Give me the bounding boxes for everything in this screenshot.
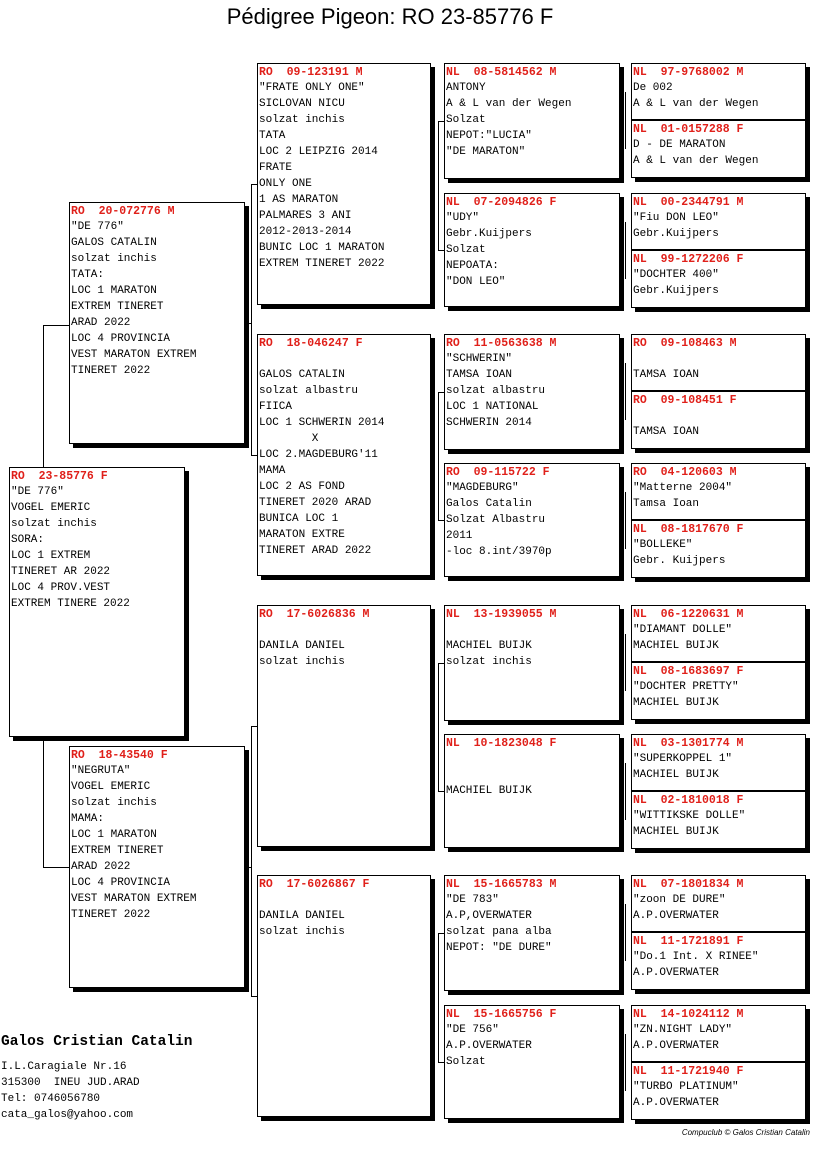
ring-number: NL 08-1683697 F [633, 665, 744, 678]
pigeon-info-line: VOGEL EMERIC [11, 502, 91, 514]
pigeon-info-line: Gebr.Kuijpers [633, 228, 719, 240]
pigeon-info-line: 2012-2013-2014 [259, 226, 352, 238]
pigeon-info-line: solzat inchis [11, 518, 97, 530]
owner-address-line-1: I.L.Caragiale Nr.16 [1, 1061, 127, 1073]
pigeon-card-sdd[interactable] [444, 463, 620, 577]
pigeon-info-line: Gebr. Kuijpers [633, 555, 726, 567]
pigeon-info-line: FRATE [259, 162, 293, 174]
ring-number: NL 07-2094826 F [446, 196, 557, 209]
pigeon-info-line: LOC 4 PROVINCIA [71, 877, 171, 889]
ring-number: NL 13-1939055 M [446, 608, 557, 621]
pigeon-card-g4[interactable] [631, 250, 806, 308]
pigeon-info-line: A & L van der Wegen [633, 155, 759, 167]
ring-number: RO 18-43540 F [71, 749, 168, 762]
pigeon-card-dds[interactable] [444, 875, 620, 991]
pigeon-info-line: SCHWERIN 2014 [446, 417, 532, 429]
owner-address-line-2: 315300 INEU JUD.ARAD [1, 1077, 140, 1089]
pigeon-info-line: solzat albastru [446, 385, 546, 397]
pigeon-info-line: Solzat [446, 1056, 486, 1068]
ring-number: NL 08-5814562 M [446, 66, 557, 79]
connector-line [625, 92, 626, 149]
pigeon-info-line: BUNIC LOC 1 MARATON [259, 242, 385, 254]
pigeon-card-g13[interactable] [631, 875, 806, 932]
pigeon-info-line: "DOCHTER 400" [633, 269, 719, 281]
ring-number: RO 09-115722 F [446, 466, 550, 479]
pigeon-card-g11[interactable] [631, 734, 806, 791]
pigeon-info-line: Solzat [446, 244, 486, 256]
pigeon-card-g3[interactable] [631, 193, 806, 250]
pigeon-info-line: ONLY ONE [259, 178, 312, 190]
pigeon-info-line: MAMA [259, 465, 286, 477]
pigeon-info-line: MACHIEL BUIJK [633, 769, 719, 781]
connector-line [438, 1062, 444, 1063]
pigeon-info-line: -loc 8.int/3970p [446, 546, 552, 558]
owner-phone: Tel: 0746056780 [1, 1093, 101, 1105]
connector-line [251, 184, 252, 455]
pigeon-info-line: Solzat [446, 114, 486, 126]
pigeon-info-line: A.P.OVERWATER [633, 1097, 719, 1109]
pigeon-info-line: Gebr.Kuijpers [633, 285, 719, 297]
pigeon-card-g12[interactable] [631, 791, 806, 849]
pigeon-info-line: DANILA DANIEL [259, 640, 345, 652]
pigeon-info-line: A & L van der Wegen [633, 98, 759, 110]
pigeon-info-line: LOC 2 AS FOND [259, 481, 345, 493]
pigeon-card-g10[interactable] [631, 662, 806, 720]
pigeon-info-line: "NEGRUTA" [71, 765, 131, 777]
pigeon-info-line: X [259, 433, 319, 445]
pigeon-info-line: A.P.OVERWATER [633, 967, 719, 979]
pigeon-info-line: "FRATE ONLY ONE" [259, 82, 365, 94]
pigeon-info-line: EXTREM TINERET [71, 301, 164, 313]
pigeon-card-g1[interactable] [631, 63, 806, 120]
pigeon-card-g6[interactable] [631, 391, 806, 449]
pigeon-card-dsd[interactable] [444, 734, 620, 848]
ring-number: RO 09-108463 M [633, 337, 737, 350]
footer-credit: Compuclub © Galos Cristian Catalin [681, 1128, 810, 1137]
pigeon-info-line: "DIAMANT DOLLE" [633, 624, 733, 636]
ring-number: RO 23-85776 F [11, 470, 108, 483]
pigeon-info-line: Galos Catalin [446, 498, 532, 510]
connector-line [438, 933, 439, 1062]
ring-number: NL 01-0157288 F [633, 123, 744, 136]
pigeon-card-subject[interactable] [9, 467, 185, 737]
pigeon-info-line: TATA: [71, 269, 105, 281]
pigeon-info-line: "DOCHTER PRETTY" [633, 681, 739, 693]
pigeon-info-line: "Matterne 2004" [633, 482, 733, 494]
ring-number: NL 15-1665756 F [446, 1008, 557, 1021]
pigeon-info-line [259, 622, 429, 638]
pigeon-info-line: TINERET 2020 ARAD [259, 497, 372, 509]
pigeon-info-line: "BOLLEKE" [633, 539, 693, 551]
pigeon-info-line: A & L van der Wegen [446, 98, 572, 110]
pigeon-info-line: MACHIEL BUIJK [633, 826, 719, 838]
pigeon-info-line: solzat inchis [259, 114, 345, 126]
pigeon-card-g2[interactable] [631, 120, 806, 178]
ring-number: NL 00-2344791 M [633, 196, 744, 209]
connector-line [625, 222, 626, 279]
pigeon-info-line: NEPOATA: [446, 260, 499, 272]
ring-number: RO 20-072776 M [71, 205, 175, 218]
pigeon-info-line: VEST MARATON EXTREM [71, 893, 197, 905]
pigeon-info-line: VOGEL EMERIC [71, 781, 151, 793]
pigeon-info-line: solzat inchis [446, 656, 532, 668]
connector-line [625, 492, 626, 549]
connector-line [245, 867, 251, 868]
pigeon-info-line: TINERET AR 2022 [11, 566, 111, 578]
ring-number: NL 07-1801834 M [633, 878, 744, 891]
pigeon-info-line: ARAD 2022 [71, 861, 131, 873]
pigeon-info-line: 2011 [446, 530, 473, 542]
pigeon-card-g15[interactable] [631, 1005, 806, 1062]
pigeon-info-line: "SCHWERIN" [446, 353, 513, 365]
pigeon-info-line: solzat inchis [259, 656, 345, 668]
pigeon-info-line: LOC 4 PROV.VEST [11, 582, 111, 594]
connector-line [625, 1034, 626, 1091]
owner-name: Galos Cristian Catalin [1, 1034, 193, 1050]
ring-number: RO 04-120603 M [633, 466, 737, 479]
ring-number: NL 02-1810018 F [633, 794, 744, 807]
pigeon-info-line [446, 622, 618, 638]
ring-number: RO 11-0563638 M [446, 337, 557, 350]
pigeon-info-line: "UDY" [446, 212, 480, 224]
pigeon-info-line: "WITTIKSKE DOLLE" [633, 810, 746, 822]
pigeon-info-line: Gebr.Kuijpers [446, 228, 532, 240]
pigeon-info-line: "zoon DE DURE" [633, 894, 726, 906]
pigeon-info-line [446, 767, 618, 783]
connector-line [438, 121, 439, 250]
pigeon-info-line: EXTREM TINERET 2022 [259, 258, 385, 270]
pigeon-info-line: LOC 1 EXTREM [11, 550, 91, 562]
pigeon-info-line: "MAGDEBURG" [446, 482, 519, 494]
pigeon-info-line: solzat albastru [259, 385, 359, 397]
pigeon-info-line: "TURBO PLATINUM" [633, 1081, 739, 1093]
pigeon-info-line: TATA [259, 130, 286, 142]
pigeon-info-line: LOC 2 LEIPZIG 2014 [259, 146, 378, 158]
connector-line [438, 250, 444, 251]
connector-line [625, 634, 626, 691]
pigeon-info-line: EXTREM TINERET [71, 845, 164, 857]
pigeon-card-dam-sire[interactable] [257, 605, 431, 847]
connector-line [251, 726, 257, 727]
connector-line [251, 996, 257, 997]
ring-number: RO 09-123191 M [259, 66, 363, 79]
pigeon-card-sire-sire[interactable] [257, 63, 431, 305]
pigeon-info-line: "DE MARATON" [446, 146, 526, 158]
pigeon-card-ddd[interactable] [444, 1005, 620, 1119]
pigeon-info-line: MACHIEL BUIJK [446, 785, 532, 797]
pigeon-info-line [259, 892, 429, 908]
pigeon-info-line [633, 408, 804, 424]
ring-number: NL 97-9768002 M [633, 66, 744, 79]
connector-line [625, 763, 626, 820]
ring-number: NL 11-1721891 F [633, 935, 744, 948]
pigeon-info-line: TINERET ARAD 2022 [259, 545, 372, 557]
connector-line [43, 325, 69, 326]
pigeon-info-line: "DE 783" [446, 894, 499, 906]
connector-line [251, 726, 252, 996]
pigeon-card-g9[interactable] [631, 605, 806, 662]
pigeon-info-line: "DE 776" [11, 486, 64, 498]
connector-line [251, 455, 257, 456]
pigeon-info-line: D - DE MARATON [633, 139, 726, 151]
pigeon-info-line: A.P.OVERWATER [633, 1040, 719, 1052]
connector-line [625, 363, 626, 420]
connector-line [438, 121, 444, 122]
pigeon-info-line: PALMARES 3 ANI [259, 210, 352, 222]
pigeon-card-g16[interactable] [631, 1062, 806, 1120]
connector-line [43, 867, 69, 868]
pigeon-info-line: NEPOT:"LUCIA" [446, 130, 532, 142]
pigeon-info-line: Tamsa Ioan [633, 498, 700, 510]
pigeon-card-g5[interactable] [631, 334, 806, 391]
pigeon-info-line: ANTONY [446, 82, 486, 94]
pigeon-info-line: GALOS CATALIN [71, 237, 157, 249]
ring-number: NL 15-1665783 M [446, 878, 557, 891]
pigeon-info-line: MAMA: [71, 813, 105, 825]
ring-number: NL 06-1220631 M [633, 608, 744, 621]
connector-line [438, 392, 439, 520]
pigeon-info-line: MARATON EXTRE [259, 529, 345, 541]
pigeon-info-line: SICLOVAN NICU [259, 98, 345, 110]
ring-number: NL 14-1024112 M [633, 1008, 744, 1021]
pigeon-info-line: TINERET 2022 [71, 365, 151, 377]
pigeon-info-line: Solzat Albastru [446, 514, 546, 526]
pigeon-info-line: "DE 776" [71, 221, 124, 233]
pigeon-info-line: TINERET 2022 [71, 909, 151, 921]
pigeon-info-line: GALOS CATALIN [259, 369, 345, 381]
pigeon-info-line: A.P.OVERWATER [446, 1040, 532, 1052]
connector-line [43, 737, 44, 867]
pigeon-info-line: FIICA [259, 401, 293, 413]
pigeon-info-line: A.P.OVERWATER [633, 910, 719, 922]
pigeon-info-line: solzat inchis [259, 926, 345, 938]
ring-number: RO 18-046247 F [259, 337, 363, 350]
connector-line [438, 663, 439, 791]
pigeon-card-sire-dam[interactable] [257, 334, 431, 576]
pigeon-info-line: "Do.1 Int. X RINEE" [633, 951, 759, 963]
pigeon-info-line: VEST MARATON EXTREM [71, 349, 197, 361]
pigeon-info-line [259, 351, 429, 367]
pigeon-card-sds[interactable] [444, 334, 620, 450]
pigeon-card-sss[interactable] [444, 63, 620, 179]
pigeon-info-line: "Fiu DON LEO" [633, 212, 719, 224]
connector-line [43, 325, 44, 467]
connector-line [438, 520, 444, 521]
connector-line [438, 933, 444, 934]
pigeon-info-line: De 002 [633, 82, 673, 94]
pigeon-info-line: TAMSA IOAN [633, 369, 700, 381]
connector-line [251, 184, 257, 185]
page-title: Pédigree Pigeon: RO 23-85776 F [226, 4, 554, 29]
pigeon-info-line: "SUPERKOPPEL 1" [633, 753, 733, 765]
pigeon-info-line: LOC 1 SCHWERIN 2014 [259, 417, 385, 429]
pigeon-info-line: solzat pana alba [446, 926, 552, 938]
pigeon-info-line: ARAD 2022 [71, 317, 131, 329]
pigeon-info-line: "DE 756" [446, 1024, 499, 1036]
pigeon-info-line: MACHIEL BUIJK [446, 640, 532, 652]
pigeon-info-line: LOC 1 MARATON [71, 829, 157, 841]
ring-number: NL 08-1817670 F [633, 523, 744, 536]
pigeon-info-line: LOC 1 MARATON [71, 285, 157, 297]
connector-line [438, 663, 444, 664]
pigeon-info-line [446, 751, 618, 767]
pigeon-info-line: BUNICA LOC 1 [259, 513, 339, 525]
pigeon-info-line: A.P,OVERWATER [446, 910, 532, 922]
pigeon-info-line: MACHIEL BUIJK [633, 640, 719, 652]
pigeon-info-line: SORA: [11, 534, 45, 546]
pigeon-info-line: solzat inchis [71, 253, 157, 265]
pigeon-info-line: TAMSA IOAN [446, 369, 513, 381]
pigeon-info-line: LOC 1 NATIONAL [446, 401, 539, 413]
ring-number: NL 11-1721940 F [633, 1065, 744, 1078]
pigeon-info-line: MACHIEL BUIJK [633, 697, 719, 709]
pigeon-card-dss[interactable] [444, 605, 620, 721]
pigeon-info-line: "ZN.NIGHT LADY" [633, 1024, 733, 1036]
pigeon-card-dam-dam[interactable] [257, 875, 431, 1117]
ring-number: NL 99-1272206 F [633, 253, 744, 266]
ring-number: NL 03-1301774 M [633, 737, 744, 750]
ring-number: RO 17-6026867 F [259, 878, 370, 891]
pigeon-card-g8[interactable] [631, 520, 806, 578]
pigeon-info-line: EXTREM TINERE 2022 [11, 598, 130, 610]
pigeon-info-line: TAMSA IOAN [633, 426, 700, 438]
pigeon-card-g14[interactable] [631, 932, 806, 990]
connector-line [245, 323, 251, 324]
pigeon-info-line: NEPOT: "DE DURE" [446, 942, 552, 954]
pigeon-card-sire[interactable] [69, 202, 245, 444]
connector-line [438, 392, 444, 393]
pigeon-info-line: LOC 4 PROVINCIA [71, 333, 171, 345]
pigeon-card-g7[interactable] [631, 463, 806, 520]
pigeon-info-line: solzat inchis [71, 797, 157, 809]
pigeon-info-line [633, 351, 804, 367]
connector-line [625, 904, 626, 961]
owner-email[interactable]: cata_galos@yahoo.com [1, 1109, 134, 1121]
connector-line [438, 791, 444, 792]
pigeon-info-line: DANILA DANIEL [259, 910, 345, 922]
pigeon-info-line: 1 AS MARATON [259, 194, 339, 206]
ring-number: NL 10-1823048 F [446, 737, 557, 750]
pigeon-info-line: LOC 2.MAGDEBURG'11 [259, 449, 378, 461]
ring-number: RO 09-108451 F [633, 394, 737, 407]
ring-number: RO 17-6026836 M [259, 608, 370, 621]
pigeon-card-dam[interactable] [69, 746, 245, 988]
pigeon-info-line: "DON LEO" [446, 276, 506, 288]
pigeon-card-ssd[interactable] [444, 193, 620, 307]
